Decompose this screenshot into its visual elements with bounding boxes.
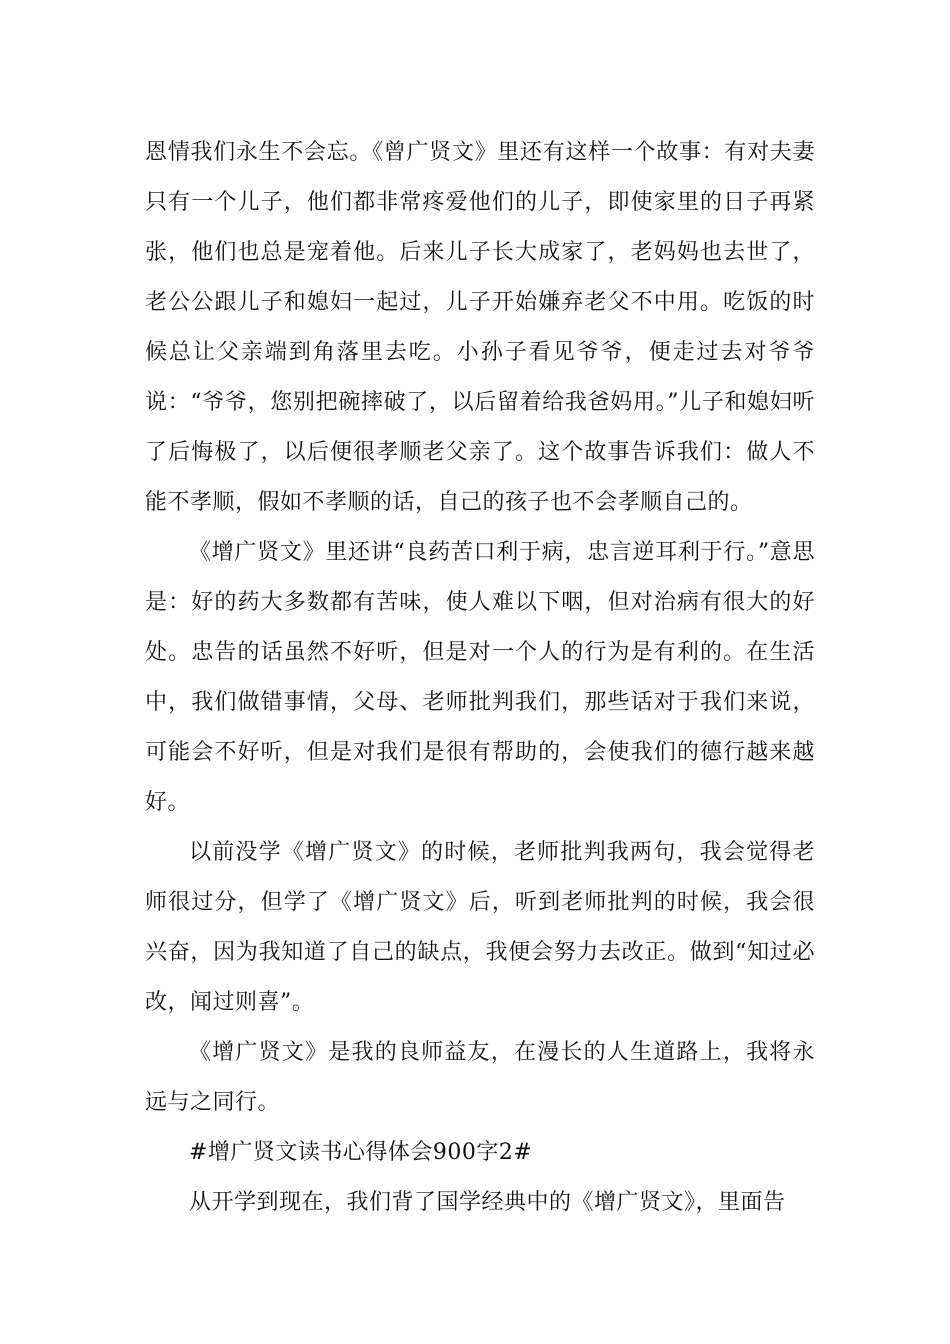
paragraph-story-continuation: 恩情我们永生不会忘。《曾广贤文》里还有这样一个故事：有对夫妻只有一个儿子，他们都非常疼爱他们的儿子，即使家里的日子再紧张，他们也总是宠着他。后来儿子长大成家了，老妈妈也去世了，老公公跟儿子和媳妇一起过，儿子开始嫌弃老父不中用。吃饭的时候总让父亲端到角落里去吃。小孙子看见爷爷，便走过去对爷爷说：“爷爷，您别把碗摔破了，以后留着给我爸妈用。”儿子和媳妇听了后悔极了，以后便很孝顺老父亲了。这个故事告诉我们：做人不能不孝顺，假如不孝顺的话，自己的孩子也不会孝顺自己的。 [145,140,815,515]
section-heading: #增广贤文读书心得体会900字2# [189,1140,533,1165]
paragraph-criticism: 以前没学《增广贤文》的时候，老师批判我两句，我会觉得老师很过分，但学了《增广贤文》后，听到老师批判的时候，我会很兴奋，因为我知道了自己的缺点，我便会努力去改正。做到“知过必改，闻过则喜”。 [145,840,815,1015]
document-body [145,128,815,1228]
paragraph-second-essay-start: 从开学到现在，我们背了国学经典中的《增广贤文》，里面告 [189,1190,786,1215]
paragraph-mentor: 《增广贤文》是我的良师益友，在漫长的人生道路上，我将永远与之同行。 [145,1040,815,1115]
paragraph-good-medicine: 《增广贤文》里还讲“良药苦口利于病，忠言逆耳利于行。”意思是：好的药大多数都有苦味，使人难以下咽，但对治病有很大的好处。忠告的话虽然不好听，但是对一个人的行为是有利的。在生活中，我们做错事情，父母、老师批判我们，那些话对于我们来说，可能会不好听，但是对我们是很有帮助的，会使我们的德行越来越好。 [145,540,815,815]
